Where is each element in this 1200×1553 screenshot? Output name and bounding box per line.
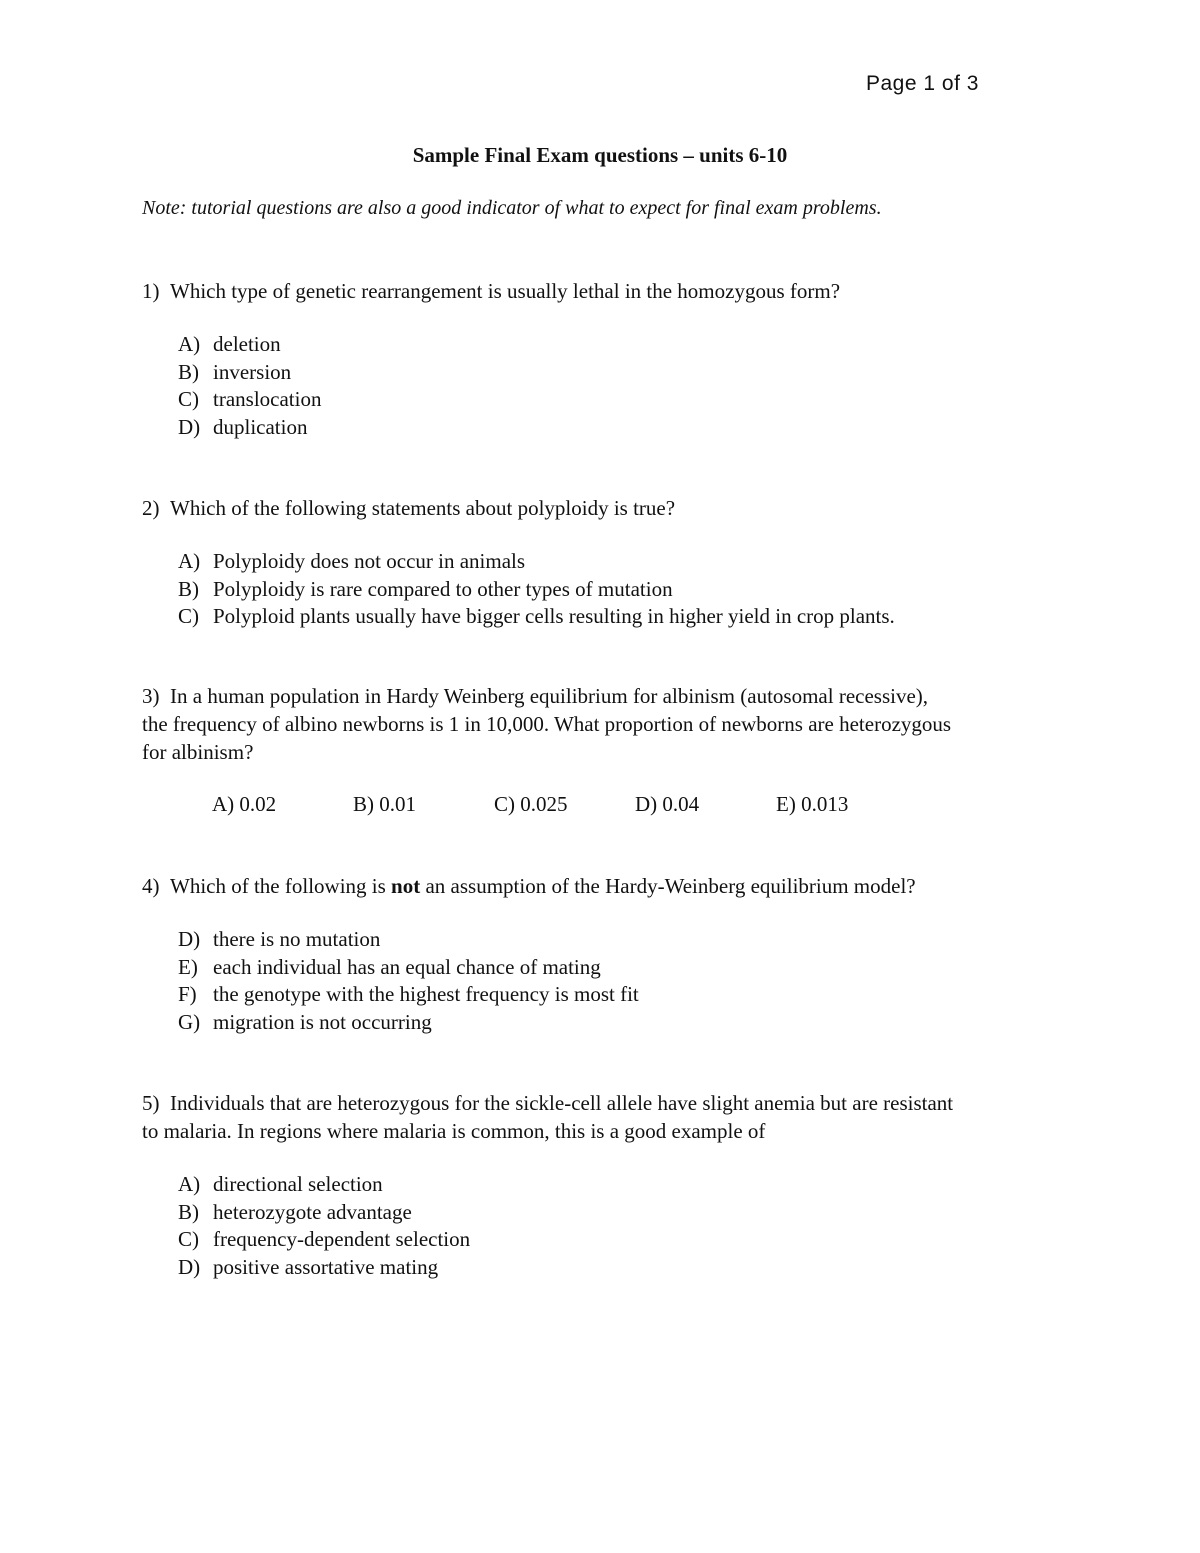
question-stem-after: an assumption of the Hardy-Weinberg equilibrium model? (420, 874, 916, 898)
option-letter: G) (178, 1009, 201, 1034)
option-item (178, 331, 1062, 359)
question-4-options (178, 926, 1062, 1036)
option-item (178, 548, 1062, 576)
page-number: Page 1 of 3 (866, 72, 979, 95)
option-item: D) 0.04 (635, 792, 700, 816)
option-item (178, 1171, 1062, 1199)
document-title: Sample Final Exam questions – units 6-10 (412, 143, 788, 167)
option-letter: B) (178, 359, 199, 384)
option-letter: E) (178, 954, 198, 979)
question-stem-line-2: the frequency of albino newborns is 1 in 10,000. What proportion of newborns are heterozygous (142, 712, 952, 736)
question-number: 1) (142, 279, 160, 303)
note-text: Note: tutorial questions are also a good indicator of what to expect for final exam problems. (142, 197, 882, 219)
question-5 (142, 1089, 1062, 1281)
option-letter: C) (178, 1227, 199, 1251)
question-4-text (142, 872, 1062, 900)
question-stem-before: Which of the following is (170, 874, 392, 898)
option-item (178, 1199, 1062, 1227)
question-number: 2) (142, 496, 160, 520)
question-3 (142, 682, 1062, 817)
option-text: inversion (213, 359, 292, 384)
question-stem-emphasis: not (391, 874, 421, 898)
option-text: translocation (213, 387, 322, 411)
question-2 (142, 494, 1062, 631)
question-stem: Which type of genetic rearrangement is usually lethal in the homozygous form? (170, 279, 841, 303)
question-stem-line-2: to malaria. In regions where malaria is common, this is a good example of (142, 1119, 766, 1143)
option-item: C) 0.025 (494, 792, 568, 816)
option-text: heterozygote advantage (213, 1199, 412, 1224)
option-item (178, 1009, 1062, 1037)
option-letter: B) (178, 1199, 199, 1224)
question-stem: Which of the following statements about polyploidy is true? (170, 496, 676, 520)
option-item: E) 0.013 (776, 792, 849, 816)
option-letter: D) (178, 414, 201, 439)
question-stem-line-1: In a human population in Hardy Weinberg equilibrium for albinism (autosomal recessive), (170, 684, 929, 708)
question-number: 4) (142, 874, 160, 898)
question-1 (142, 277, 1062, 441)
option-letter: A) (178, 332, 201, 356)
option-text: Polyploidy is rare compared to other types of mutation (213, 576, 673, 601)
option-text: duplication (213, 414, 308, 439)
option-letter: A) (178, 1172, 201, 1196)
option-text: frequency-dependent selection (213, 1227, 471, 1251)
option-item (178, 1254, 1062, 1282)
option-item (178, 359, 1062, 387)
option-text: directional selection (213, 1172, 383, 1196)
question-3-options (212, 792, 1062, 817)
question-number: 5) (142, 1091, 160, 1115)
question-1-text (142, 277, 1062, 305)
option-text: Polyploidy does not occur in animals (213, 549, 526, 573)
option-item: B) 0.01 (353, 792, 416, 816)
option-letter: B) (178, 576, 199, 601)
question-2-options (178, 548, 1062, 631)
option-letter: C) (178, 387, 199, 411)
question-stem-line-3: for albinism? (142, 740, 254, 764)
question-1-options (178, 331, 1062, 441)
option-item: A) 0.02 (212, 792, 277, 816)
question-2-text (142, 494, 1062, 522)
option-item (178, 414, 1062, 442)
question-3-text (142, 682, 1062, 766)
question-5-options (178, 1171, 1062, 1281)
option-item (178, 603, 1062, 631)
option-item (178, 1226, 1062, 1254)
option-text: positive assortative mating (213, 1254, 439, 1279)
question-number: 3) (142, 684, 160, 708)
option-letter: D) (178, 927, 201, 951)
option-text: deletion (213, 332, 281, 356)
question-5-text (142, 1089, 1062, 1145)
option-text: the genotype with the highest frequency is most fit (213, 982, 639, 1006)
question-stem-line-1: Individuals that are heterozygous for the sickle-cell allele have slight anemia but are resistant (170, 1091, 954, 1115)
option-item (178, 954, 1062, 982)
option-item (178, 386, 1062, 414)
option-text: each individual has an equal chance of mating (213, 954, 601, 979)
option-text: there is no mutation (213, 927, 381, 951)
option-letter: F) (178, 982, 197, 1006)
option-letter: A) (178, 549, 201, 573)
option-text: migration is not occurring (213, 1009, 432, 1034)
question-4 (142, 872, 1062, 1036)
option-item (178, 926, 1062, 954)
option-letter: D) (178, 1254, 201, 1279)
option-text: Polyploid plants usually have bigger cells resulting in higher yield in crop plants. (213, 604, 895, 628)
option-letter: C) (178, 604, 199, 628)
option-item (178, 576, 1062, 604)
option-item (178, 981, 1062, 1009)
